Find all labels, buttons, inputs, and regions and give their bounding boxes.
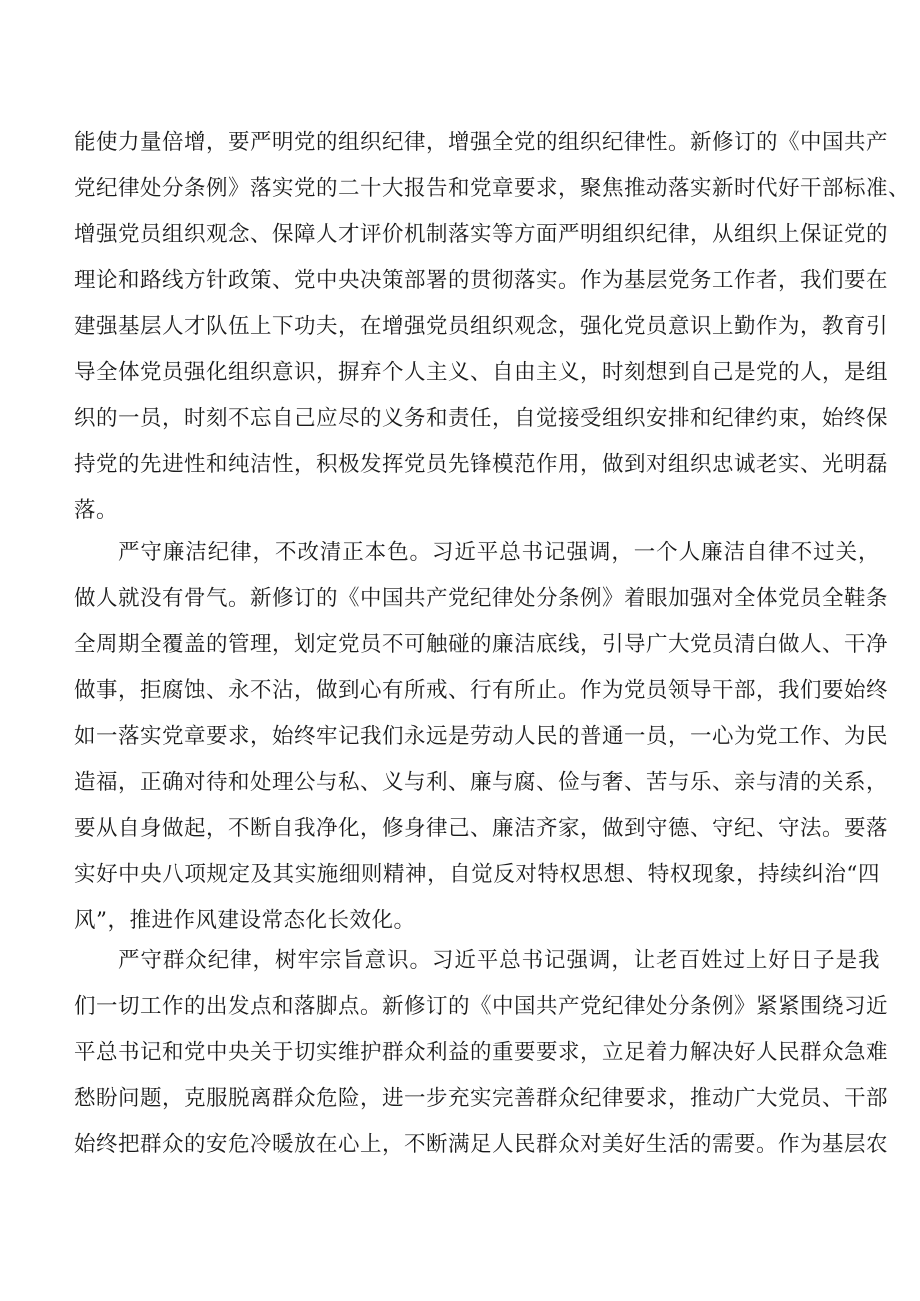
- text-line: 如一落实党章要求，始终牢记我们永远是劳动人民的普通一员，一心为党工作、为民: [74, 724, 889, 749]
- text-line: 愁盼问题，克服脱离群众危险，进一步充实完善群众纪律要求，推动广大党员、干部: [74, 1086, 889, 1111]
- text-line: 导全体党员强化组织意识，摒弃个人主义、自由主义，时刻想到自己是党的人，是组: [74, 360, 889, 385]
- text-line: 增强党员组织观念、保障人才评价机制落实等方面严明组织纪律，从组织上保证党的: [74, 222, 889, 247]
- text-line: 理论和路线方针政策、党中央决策部署的贯彻落实。作为基层党务工作者，我们要在: [74, 268, 889, 293]
- paragraph-organizational-discipline: [74, 120, 911, 534]
- text-line: 平总书记和党中央关于切实维护群众利益的重要要求，立足着力解决好人民群众急难: [74, 1040, 889, 1065]
- text-line: 做人就没有骨气。新修订的《中国共产党纪律处分条例》着眼加强对全体党员全鞋条: [74, 586, 889, 611]
- text-line: 全周期全覆盖的管理，划定党员不可触碰的廉洁底线，引导广大党员清白做人、干净: [74, 632, 889, 657]
- text-line: 风”，推进作风建设常态化长效化。: [74, 908, 416, 933]
- paragraph-integrity-discipline: [74, 530, 889, 944]
- text-line: 能使力量倍增，要严明党的组织纪律，增强全党的组织纪律性。新修订的《中国共产: [74, 130, 889, 155]
- text-line: 造福，正确对待和处理公与私、义与利、廉与腐、俭与奢、苦与乐、亲与清的关系，: [74, 770, 889, 795]
- text-line: 要从自身做起，不断自我净化，修身律己、廉洁齐家，做到守德、守纪、守法。要落: [74, 816, 889, 841]
- text-line: 党纪律处分条例》落实党的二十大报告和党章要求，聚焦推动落实新时代好干部标准、: [74, 176, 911, 201]
- text-line: 严守群众纪律，树牢宗旨意识。习近平总书记强调，让老百姓过上好日子是我: [118, 948, 880, 973]
- text-line: 始终把群众的安危冷暖放在心上，不断满足人民群众对美好生活的需要。作为基层农: [74, 1132, 889, 1157]
- text-line: 织的一员，时刻不忘自己应尽的义务和责任，自觉接受组织安排和纪律约束，始终保: [74, 406, 889, 431]
- text-line: 严守廉洁纪律，不改清正本色。习近平总书记强调，一个人廉洁自律不过关，: [118, 540, 880, 565]
- text-line: 建强基层人才队伍上下功夫，在增强党员组织观念，强化党员意识上勤作为，教育引: [74, 314, 889, 339]
- text-line: 们一切工作的出发点和落脚点。新修订的《中国共产党纪律处分条例》紧紧围绕习近: [74, 994, 889, 1019]
- text-line: 落。: [74, 498, 119, 523]
- paragraph-mass-discipline: [74, 938, 889, 1168]
- text-line: 实好中央八项规定及其实施细则精神，自觉反对特权思想、特权现象，持续纠治“四: [74, 862, 880, 887]
- text-line: 持党的先进性和纯洁性，积极发挥党员先锋模范作用，做到对组织忠诚老实、光明磊: [74, 452, 889, 477]
- text-line: 做事，拒腐蚀、永不沾，做到心有所戒、行有所止。作为党员领导干部，我们要始终: [74, 678, 889, 703]
